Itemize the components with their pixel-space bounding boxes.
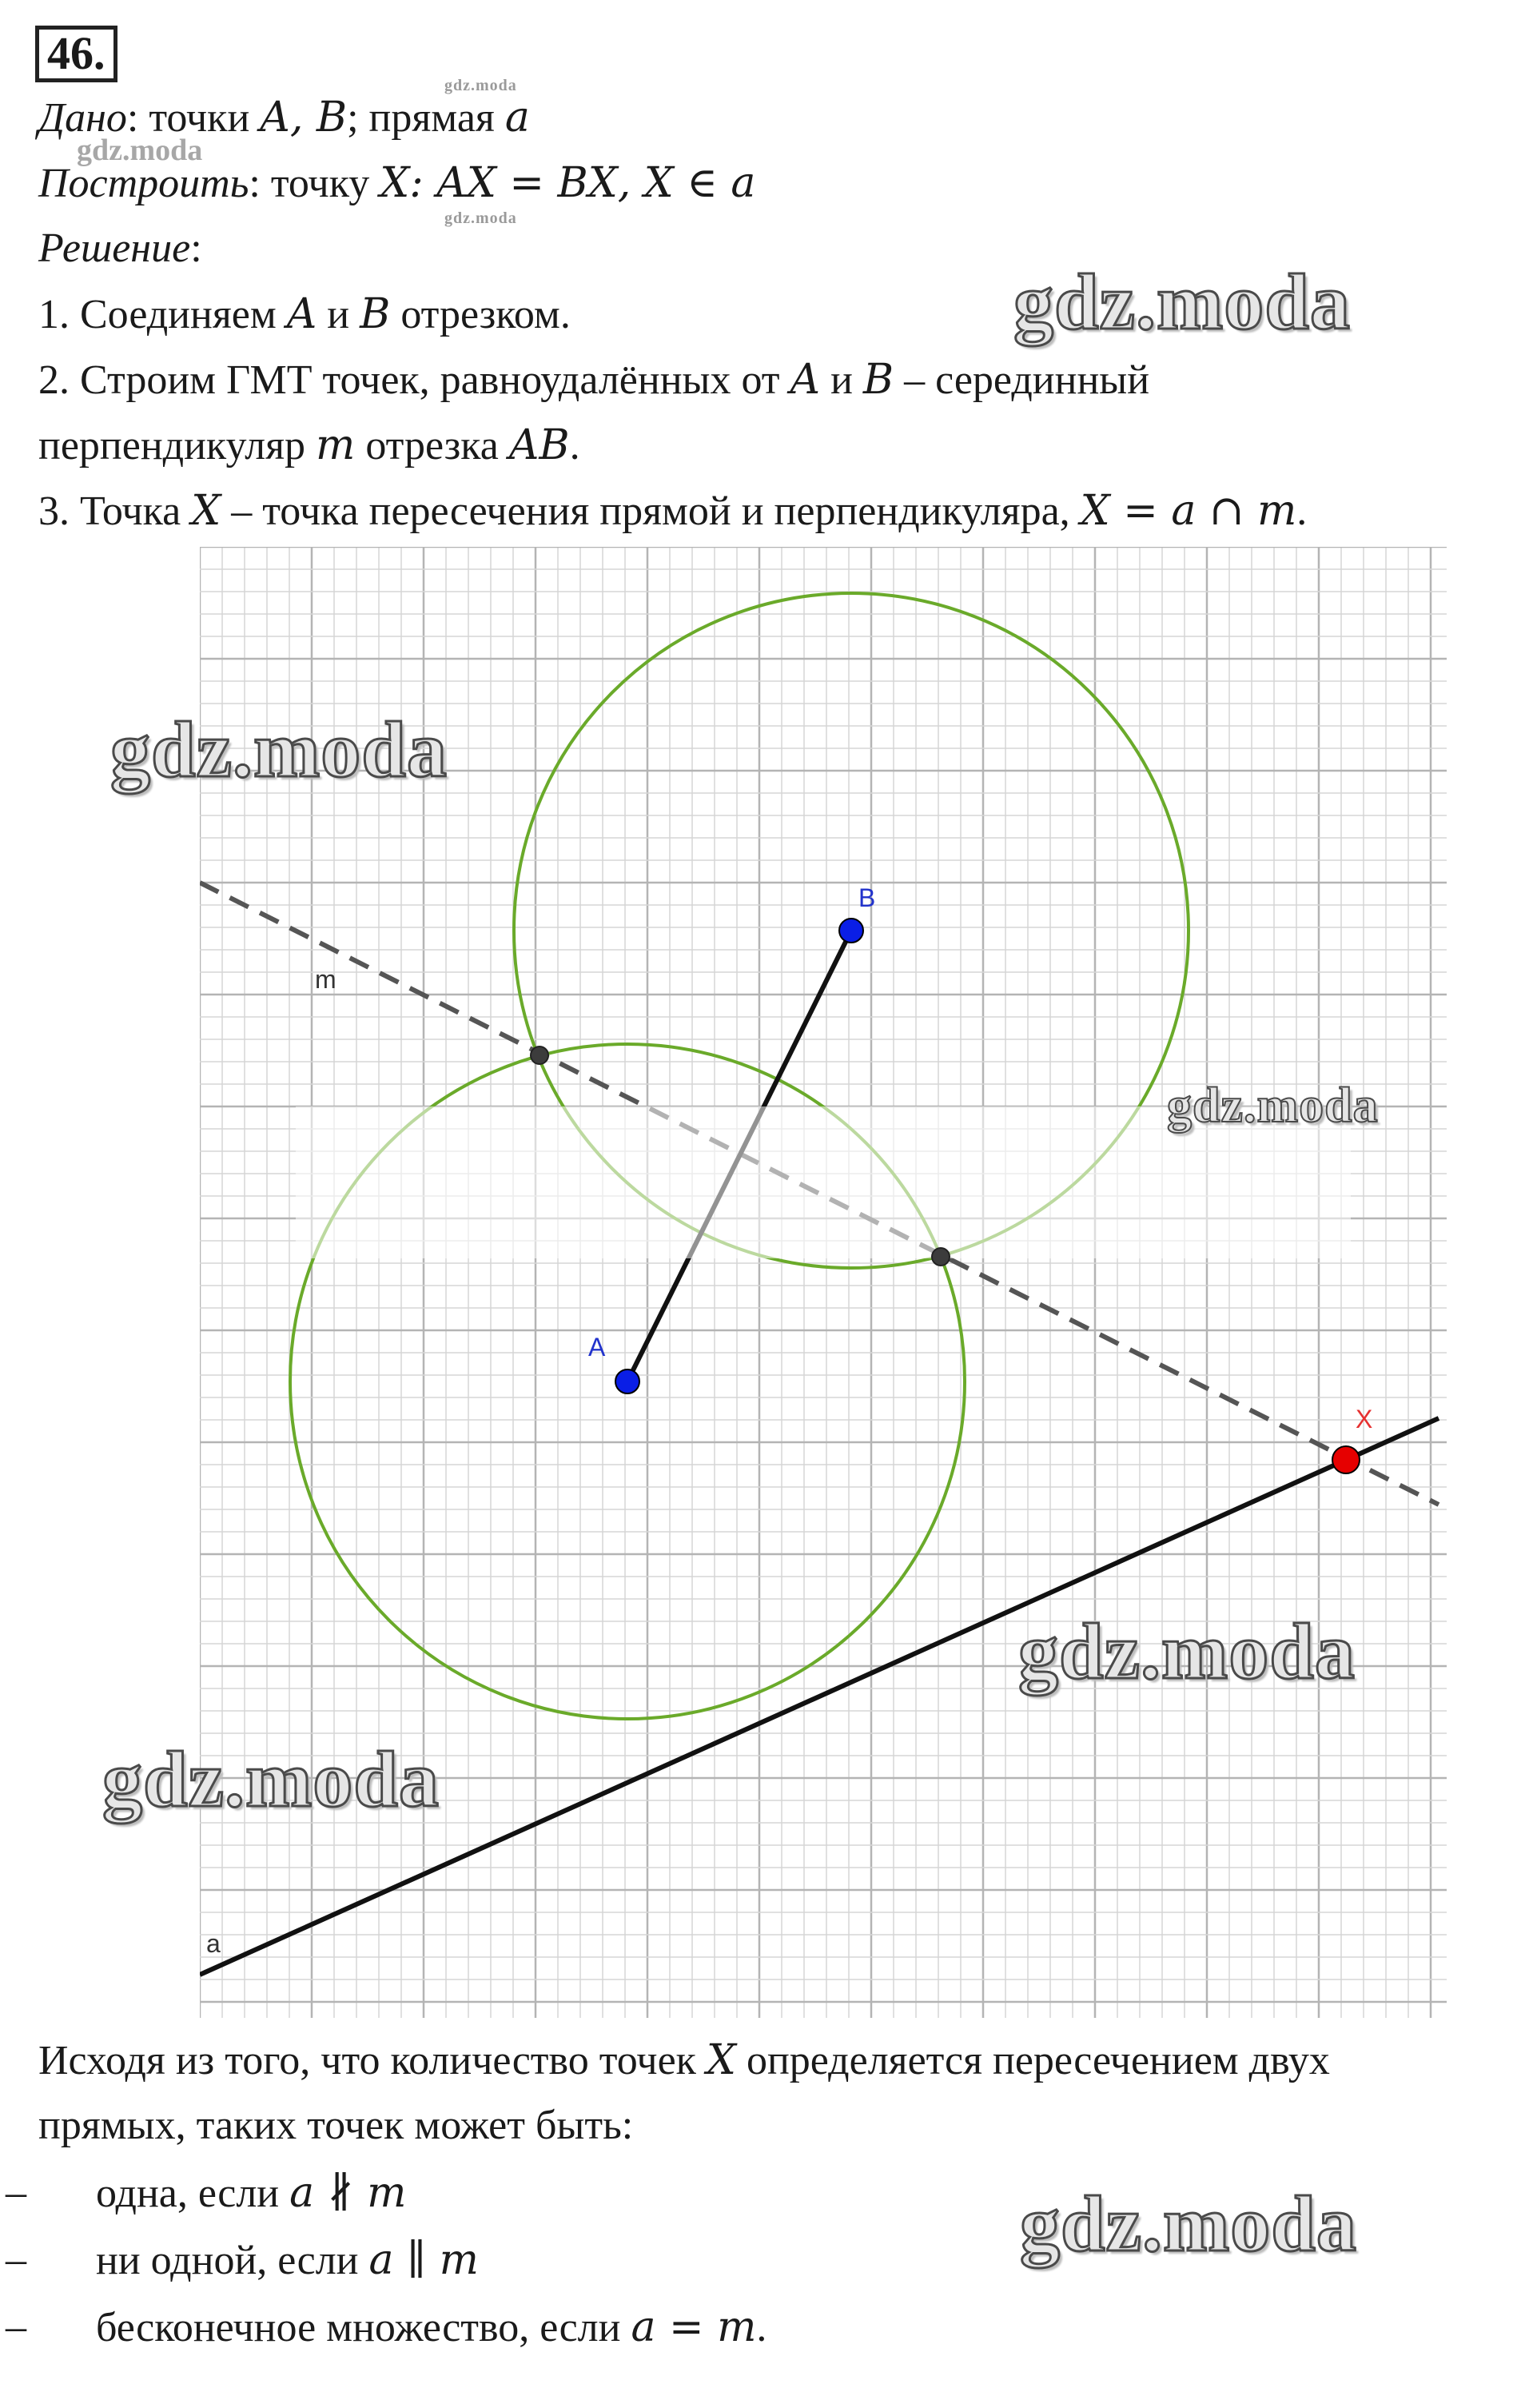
given-label: Дано xyxy=(38,95,127,141)
step-2-line-1 xyxy=(38,355,1149,405)
label-a: A xyxy=(588,1333,606,1361)
label-line-a: a xyxy=(206,1929,221,1958)
step-3-math-formula: X = a ∩ m xyxy=(1080,487,1297,535)
given-text: : точки xyxy=(126,95,261,141)
case-infinite-text: бесконечное множество, если xyxy=(96,2305,631,2350)
step-1-math-b: B xyxy=(360,290,391,338)
case-one-math: a ∦ m xyxy=(289,2169,407,2217)
given-text-2: ; прямая xyxy=(347,95,505,141)
watermark-big-3: gdz.moda xyxy=(1167,1078,1379,1133)
solution-colon: : xyxy=(190,225,202,271)
solution-line xyxy=(38,224,202,273)
watermark-small-2: gdz.moda xyxy=(444,209,517,227)
solution-label: Решение xyxy=(38,225,191,271)
step-2-text-f: . xyxy=(569,423,580,468)
step-1-math-a: A xyxy=(286,290,317,338)
case-one-text: одна, если xyxy=(96,2171,290,2216)
dash-1: – xyxy=(6,2170,26,2215)
given-line xyxy=(38,93,530,143)
watermark-big-4: gdz.moda xyxy=(1018,1607,1356,1696)
step-3-text-a: 3. Точка xyxy=(38,488,192,534)
problem-number: 46. xyxy=(35,26,117,82)
given-line-name: a xyxy=(504,94,530,142)
step-2-text-b: и xyxy=(820,357,863,403)
dash-3: – xyxy=(6,2304,26,2350)
step-1 xyxy=(38,289,571,340)
dash-2: – xyxy=(6,2237,26,2282)
case-infinite-text-b: . xyxy=(756,2305,767,2350)
step-2-math-ab: AB xyxy=(508,421,570,469)
case-one xyxy=(6,2168,407,2219)
step-2-text-c: – серединный xyxy=(894,357,1150,403)
step-1-text-c: отрезком. xyxy=(390,292,571,337)
step-2-line-2 xyxy=(38,421,580,471)
case-none xyxy=(6,2235,479,2286)
watermark-small: gdz.moda xyxy=(444,77,517,94)
point-a xyxy=(615,1369,639,1393)
construct-condition: X: AX = BX, X ∈ a xyxy=(380,159,756,207)
step-1-text-b: и xyxy=(317,292,360,337)
conclusion-line-1 xyxy=(38,2035,1330,2086)
step-2-math-a: A xyxy=(790,356,821,404)
case-infinite-math: a = m xyxy=(631,2303,757,2351)
label-b: B xyxy=(858,883,876,912)
intersection-point-1 xyxy=(531,1047,548,1064)
case-infinite xyxy=(6,2302,767,2353)
step-2-math-b: B xyxy=(862,356,894,404)
step-1-text-a: 1. Соединяем xyxy=(38,292,287,337)
step-3-text-b: – точка пересечения прямой и перпендикуляра, xyxy=(221,488,1081,534)
step-3-text-c: . xyxy=(1296,488,1308,534)
watermark-big-5: gdz.moda xyxy=(102,1735,440,1824)
construct-label: Построить xyxy=(38,161,249,206)
watermark-big-6: gdz.moda xyxy=(1020,2179,1357,2268)
step-2-text-d: перпендикуляр xyxy=(38,423,317,468)
conclusion-text-b: определяется пересечением двух xyxy=(735,2038,1330,2083)
label-m: m xyxy=(315,965,336,994)
construct-line xyxy=(38,158,755,209)
construct-text: : точку xyxy=(249,161,380,206)
conclusion-math-x: X xyxy=(706,2036,736,2084)
case-none-text: ни одной, если xyxy=(96,2238,369,2283)
point-x xyxy=(1332,1446,1360,1473)
case-none-math: a ∥ m xyxy=(368,2236,479,2284)
step-2-text-a: 2. Строим ГМТ точек, равноудалённых от xyxy=(38,357,790,403)
conclusion-text-a: Исходя из того, что количество точек xyxy=(38,2038,707,2083)
step-2-math-m: m xyxy=(316,421,356,469)
conclusion-line-2: прямых, таких точек может быть: xyxy=(38,2103,634,2148)
watermark-big-2: gdz.moda xyxy=(110,705,448,794)
intersection-point-2 xyxy=(932,1248,950,1266)
step-3-math-x: X xyxy=(191,487,221,535)
label-x: X xyxy=(1356,1405,1373,1433)
watermark-big-1: gdz.moda xyxy=(1013,257,1351,346)
step-3 xyxy=(38,486,1307,536)
step-2-text-e: отрезка xyxy=(355,423,509,468)
point-b xyxy=(839,919,863,943)
given-points: A, B xyxy=(260,94,348,142)
watermark-mid: gdz.moda xyxy=(77,134,203,167)
